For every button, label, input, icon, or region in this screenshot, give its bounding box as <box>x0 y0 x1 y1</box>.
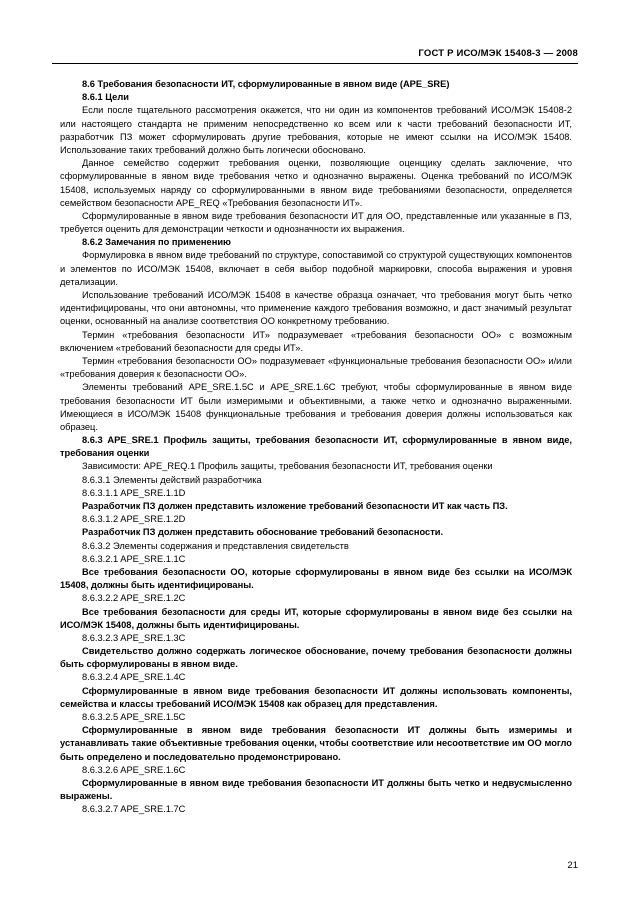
body-paragraph-bold: 8.6 Требования безопасности ИТ, сформулированные в явном виде (APE_SRE) <box>82 79 450 89</box>
document-body <box>60 78 572 817</box>
body-paragraph-bold: 8.6.3 APE_SRE.1 Профиль защиты, требования безопасности ИТ, сформулированные в явном виде, требования оценки <box>60 435 572 459</box>
page-number: 21 <box>567 860 578 871</box>
body-paragraph: 8.6.3.2 Элементы содержания и представления свидетельств <box>82 540 349 551</box>
body-paragraph: Зависимости: APE_REQ.1 Профиль защиты, требования безопасности ИТ, требования оценки <box>82 461 493 472</box>
body-paragraph-bold: Все требования безопасности для среды ИТ, которые сформулированы в явном виде без ссылки на ИСО/МЭК 15408, должны быть идентифицированы. <box>60 606 572 630</box>
body-paragraph: 8.6.3.2.3 APE_SRE.1.3C <box>82 632 186 643</box>
body-paragraph-bold: Свидетельство должно содержать логическое обоснование, почему требования безопасности должны быть сформулированы в явном виде. <box>60 646 572 670</box>
body-paragraph: Элементы требований APE_SRE.1.5C и APE_SRE.1.6C требуют, чтобы сформулированные в явном виде требования безопасности ИТ были измеримыми и объективными, а также четко и однозначно выраженными. Имеющиеся в ИСО/МЭК 15408 функциональные требования и требования доверия должны использоваться как образец. <box>60 382 572 432</box>
body-paragraph: 8.6.3.2.5 APE_SRE.1.5C <box>82 712 186 722</box>
body-paragraph-bold: 8.6.1 Цели <box>82 92 129 103</box>
body-paragraph-bold: 8.6.2 Замечания по применению <box>82 237 231 248</box>
body-paragraph: 8.6.3.2.6 APE_SRE.1.6C <box>82 764 186 775</box>
body-paragraph: Данное семейство содержит требования оценки, позволяющие оценщику сделать заключение, что сформулированные в явном виде требования четко и однозначно выражены. Оценка требований по ИСО/МЭК 15408, используемых наряду со сформулированными в явном виде требованиями безопасности, определяется семейством безопасности APE_REQ «Требования безопасности ИТ». <box>60 158 572 208</box>
body-paragraph-bold: Разработчик ПЗ должен представить обоснование требований безопасности. <box>82 527 444 538</box>
body-paragraph-bold: Все требования безопасности ОО, которые сформулированы в явном виде без ссылки на ИСО/МЭК 15408, должны быть идентифицированы. <box>60 566 572 591</box>
body-paragraph-bold: Сформулированные в явном виде требования безопасности ИТ должны использовать компоненты, семейства и классы требований ИСО/МЭК 15408 как образец для представления. <box>60 685 572 709</box>
body-paragraph: 8.6.3.1 Элементы действий разработчика <box>82 474 262 485</box>
body-paragraph: Формулировка в явном виде требований по структуре, сопоставимой со структурой существующих компонентов и элементов по ИСО/МЭК 15408, включает в себя выбор подобной маркировки, способа выражения и уровня детализации. <box>60 250 572 287</box>
body-paragraph: Термин «требования безопасности ОО» подразумевает «функциональные требования безопасности ОО» и/или «требования доверия к безопасности ОО». <box>60 355 572 380</box>
body-paragraph: Использование требований ИСО/МЭК 15408 в качестве образца означает, что требования могут быть четко идентифицированы, что они автономны, что применение каждого требования возможно, и даст значимый результат оценки, основанный на анализе соответствия ОО конкретному требованию. <box>60 290 572 327</box>
body-paragraph: 8.6.3.2.2 APE_SRE.1.2C <box>82 593 186 604</box>
body-paragraph: Если после тщательного рассмотрения окажется, что ни один из компонентов требований ИСО/МЭК 15408-2 или настоящего стандарта не применим непосредственно ко всем или к части требований безопасности ИТ, разработчик ПЗ может сформулировать другие требования, которые не имеют ссылки на ИСО/МЭК 15408. Использование таких требований должно быть логически обосновано. <box>60 105 572 155</box>
body-paragraph: 8.6.3.2.1 APE_SRE.1.1C <box>82 553 186 564</box>
body-paragraph: 8.6.3.2.4 APE_SRE.1.4C <box>82 672 186 683</box>
body-paragraph-bold: Разработчик ПЗ должен представить изложение требований безопасности ИТ как часть ПЗ. <box>82 501 508 511</box>
body-paragraph: Сформулированные в явном виде требования безопасности ИТ для ОО, представленные или указанные в ПЗ, требуется оценить для демонстрации четкости и однозначности их выражения. <box>60 210 572 235</box>
body-paragraph-bold: Сформулированные в явном виде требования безопасности ИТ должны быть четко и недвусмысленно выражены. <box>60 777 572 802</box>
body-paragraph: Термин «требования безопасности ИТ» подразумевает «требования безопасности ОО» с возможным включением «требований безопасности для среды ИТ». <box>60 329 572 353</box>
page-header-standard-ref: ГОСТ Р ИСО/МЭК 15408-3 — 2008 <box>418 48 578 59</box>
body-paragraph: 8.6.3.1.2 APE_SRE.1.2D <box>82 514 186 525</box>
body-paragraph-bold: Сформулированные в явном виде требования безопасности ИТ должны быть измеримы и устанавливать такие объективные требования оценки, чтобы соответствие или несоответствие им ОО могло быть определено и последовательно продемонстрировано. <box>60 725 572 762</box>
header-divider-rule <box>52 63 578 64</box>
body-paragraph: 8.6.3.1.1 APE_SRE.1.1D <box>82 487 186 498</box>
body-paragraph: 8.6.3.2.7 APE_SRE.1.7C <box>82 804 186 815</box>
